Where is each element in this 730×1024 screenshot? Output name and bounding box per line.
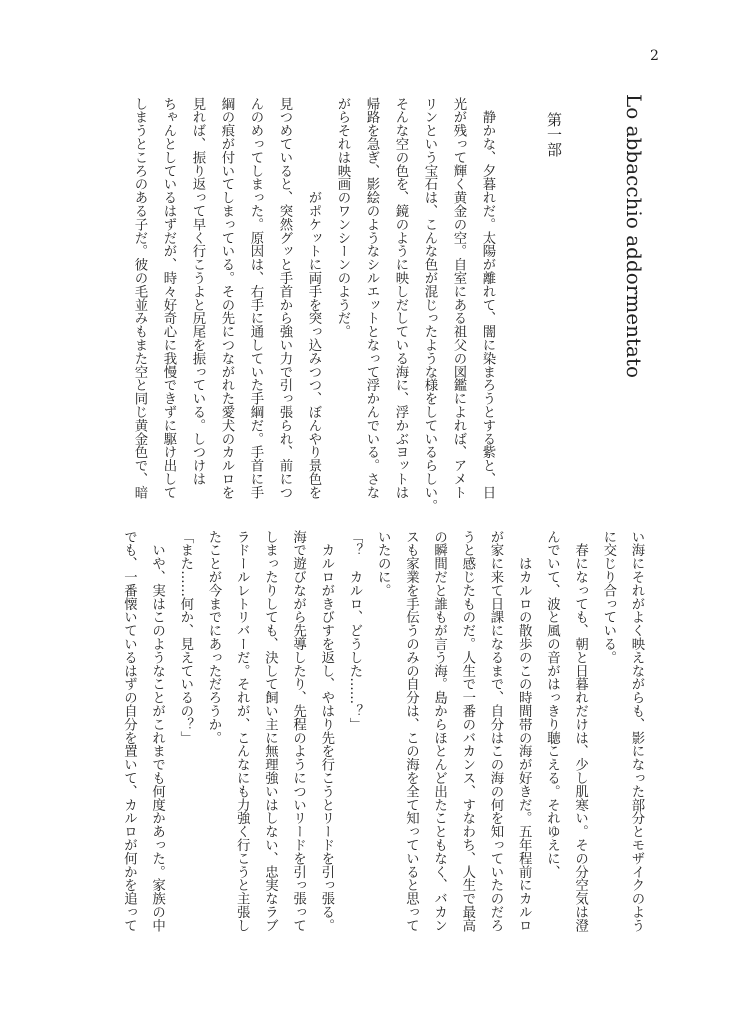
text-column: ラドールレトリバーだ。それが、こんなにも力強く行こうと主張し [234,530,250,932]
text-column: んでいて、波と風の音がはっきり聴こえる。それゆえに、 [544,530,560,879]
text-column: 見れば、振り返って早く行こうよと尻尾を振っている。しつけは [190,97,205,486]
text-column: うと感じたものだ。人生で一番のバカンス、すなわち、人生で最高 [459,530,475,932]
text-column: が家に来て日課になるまで、自分はこの海の何を知っていたのだろ [488,530,503,932]
text-column: 光が残って輝く黄金の空。自室にある祖父の図鑑によれば、アメト [451,97,466,499]
text-column: しまうところのある子だ。彼の毛並みもまた空と同じ黄金色で、暗 [132,97,147,499]
text-column: はカルロの散歩のこの時間帯の海が好きだ。五年程前にカルロ [516,530,532,932]
page-number: 2 [650,48,659,64]
text-column: スも家業を手伝うのみの自分は、この海を全て知っていると思って [403,530,419,932]
part-heading: 第一部 [545,112,563,157]
text-column: いたのに。 [375,530,391,597]
text-column: の瞬間だと誰もが言う海。島からほとんど出たこともなく、バカン [431,530,447,932]
text-column: いや、実はこのようなことがこれまでも何度かあった。家族の中 [149,530,165,932]
text-column: しまったりしても、決して飼い主に無理強いはしない、忠実なラブ [262,530,278,932]
text-column: がポケットに両手を突っ込みつつ、ぼんやり景色を [306,97,321,499]
text-column: でも、一番懐いているはずの自分を置いて、カルロが何かを追って [121,530,137,932]
text-column: 帰路を急ぎ、影絵のようなシルエットとなって浮かんでいる。さな [364,97,379,499]
text-column: い海にそれがよく映えながらも、影になった部分とモザイクのよう [629,530,644,932]
text-column: 「？ カルロ、どうした……？」 [347,530,362,731]
text-column: リンという宝石は、こんな色が混じったような様をしているらしい。 [422,97,437,513]
text-column: たことが今までにあっただろうか。 [206,530,221,745]
text-column: 綱の痕が付いてしまっている。その先につながれた愛犬のカルロを [219,97,234,499]
text-column: カルロがきびすを返し、やはり先を行こうとリードを引っ張る。 [318,530,334,932]
text-column: ちゃんとしているはずだが、時々好奇心に我慢できずに駆け出して [161,97,176,499]
text-column: 静かな、夕暮れだ。太陽が離れて、闇に染まろうとする紫と、日 [480,97,495,499]
text-column: 春になっても、朝と日暮れだけは、少し肌寒い。その分空気は澄 [572,530,588,932]
text-column: 海で遊びながら先導したり、先程のようについリードを引っ張って [290,530,306,932]
text-column: 見つめていると、突然グッと手首から強い力で引っ張られ、前につ [277,97,292,499]
text-column: 「また……何か、見えているの？」 [177,530,193,745]
text-column: そんな空の色を、鏡のように映しだしている海に、浮かぶヨットは [393,97,408,499]
text-column: んのめってしまった。原因は、右手に通していた手綱だ。手首に手 [248,97,263,499]
chapter-title: Lo abbacchio addormentato [622,94,646,379]
text-column: に交じり合っている。 [600,530,616,664]
text-column: がらそれは映画のワンシーンのようだ。 [335,97,350,339]
